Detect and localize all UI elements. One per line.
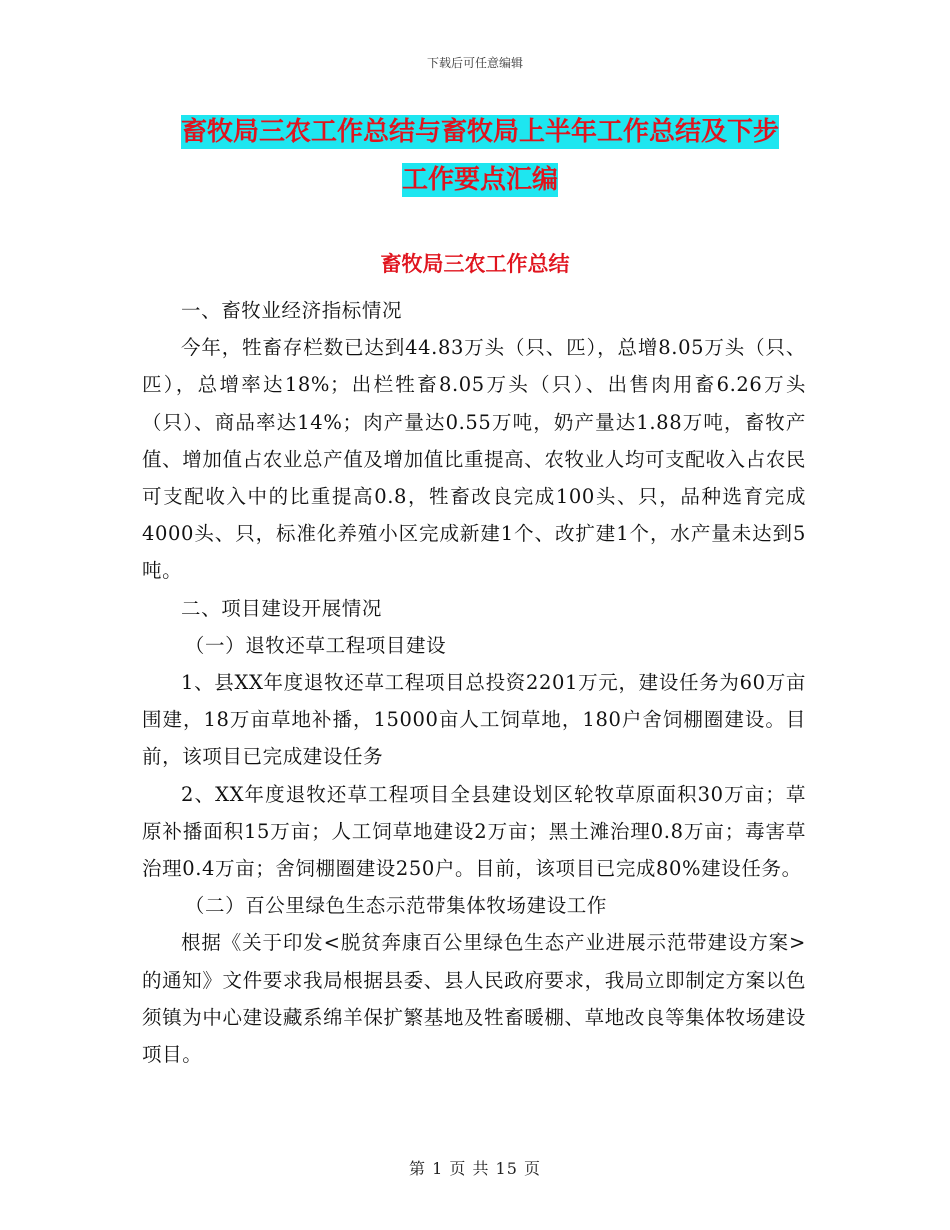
section-title: 畜牧局三农工作总结 [380,252,570,276]
document-title-line-1: 畜牧局三农工作总结与畜牧局上半年工作总结及下步 [180,117,779,147]
heading-project-construction: 二、项目建设开展情况 [181,596,383,620]
subheading-green-belt: （二）百公里绿色生态示范带集体牧场建设工作 [184,894,607,918]
heading-economic-indicators: 一、畜牧业经济指标情况 [181,299,403,322]
paragraph-indicators: 今年，牲畜存栏数已达到44.83万头（只、匹），总增8.05万头（只、匹），总增率达18%；出栏牲畜8.05万头（只）、出售肉用畜6.26万头（只）、商品率达14%；肉产量达0.55万吨，奶产量达1.88万吨，畜牧产值、增加值占农业总产值及增加值比重提高、农牧业人均可支配收入占农民可支配收入中的比重提高0.8，牲畜改良完成100头、只，品种选育完成4000头、只，标准化养殖小区完成新建1个、改扩建1个，水产量未达到5吨。 [142,336,806,583]
paragraph-project-2: 2、XX年度退牧还草工程项目全县建设划区轮牧草原面积30万亩；草原补播面积15万亩；人工饲草地建设2万亩；黑土滩治理0.8万亩；毒害草治理0.4万亩；舍饲棚圈建设250户。目前，该项目已完成80%建设任务。 [142,782,806,881]
document-body [142,292,806,1073]
paragraph-project-1: 1、县XX年度退牧还草工程项目总投资2201万元，建设任务为60万亩围建，18万亩草地补播，15000亩人工饲草地，180户舍饲棚圈建设。目前，该项目已完成建设任务 [142,671,806,769]
header-note: 下载后可任意编辑 [426,56,523,70]
document-title [140,108,820,204]
page-number: 第 1 页 共 15 页 [409,1159,541,1178]
paragraph-green-belt: 根据《关于印发<脱贫奔康百公里绿色生态产业进展示范带建设方案>的通知》文件要求我局根据县委、县人民政府要求，我局立即制定方案以色须镇为中心建设藏系绵羊保扩繁基地及牲畜暖棚、草地改良等集体牧场建设项目。 [142,931,806,1067]
document-title-line-2: 工作要点汇编 [401,165,558,195]
subheading-grazing-to-grassland: （一）退牧还草工程项目建设 [184,633,447,657]
